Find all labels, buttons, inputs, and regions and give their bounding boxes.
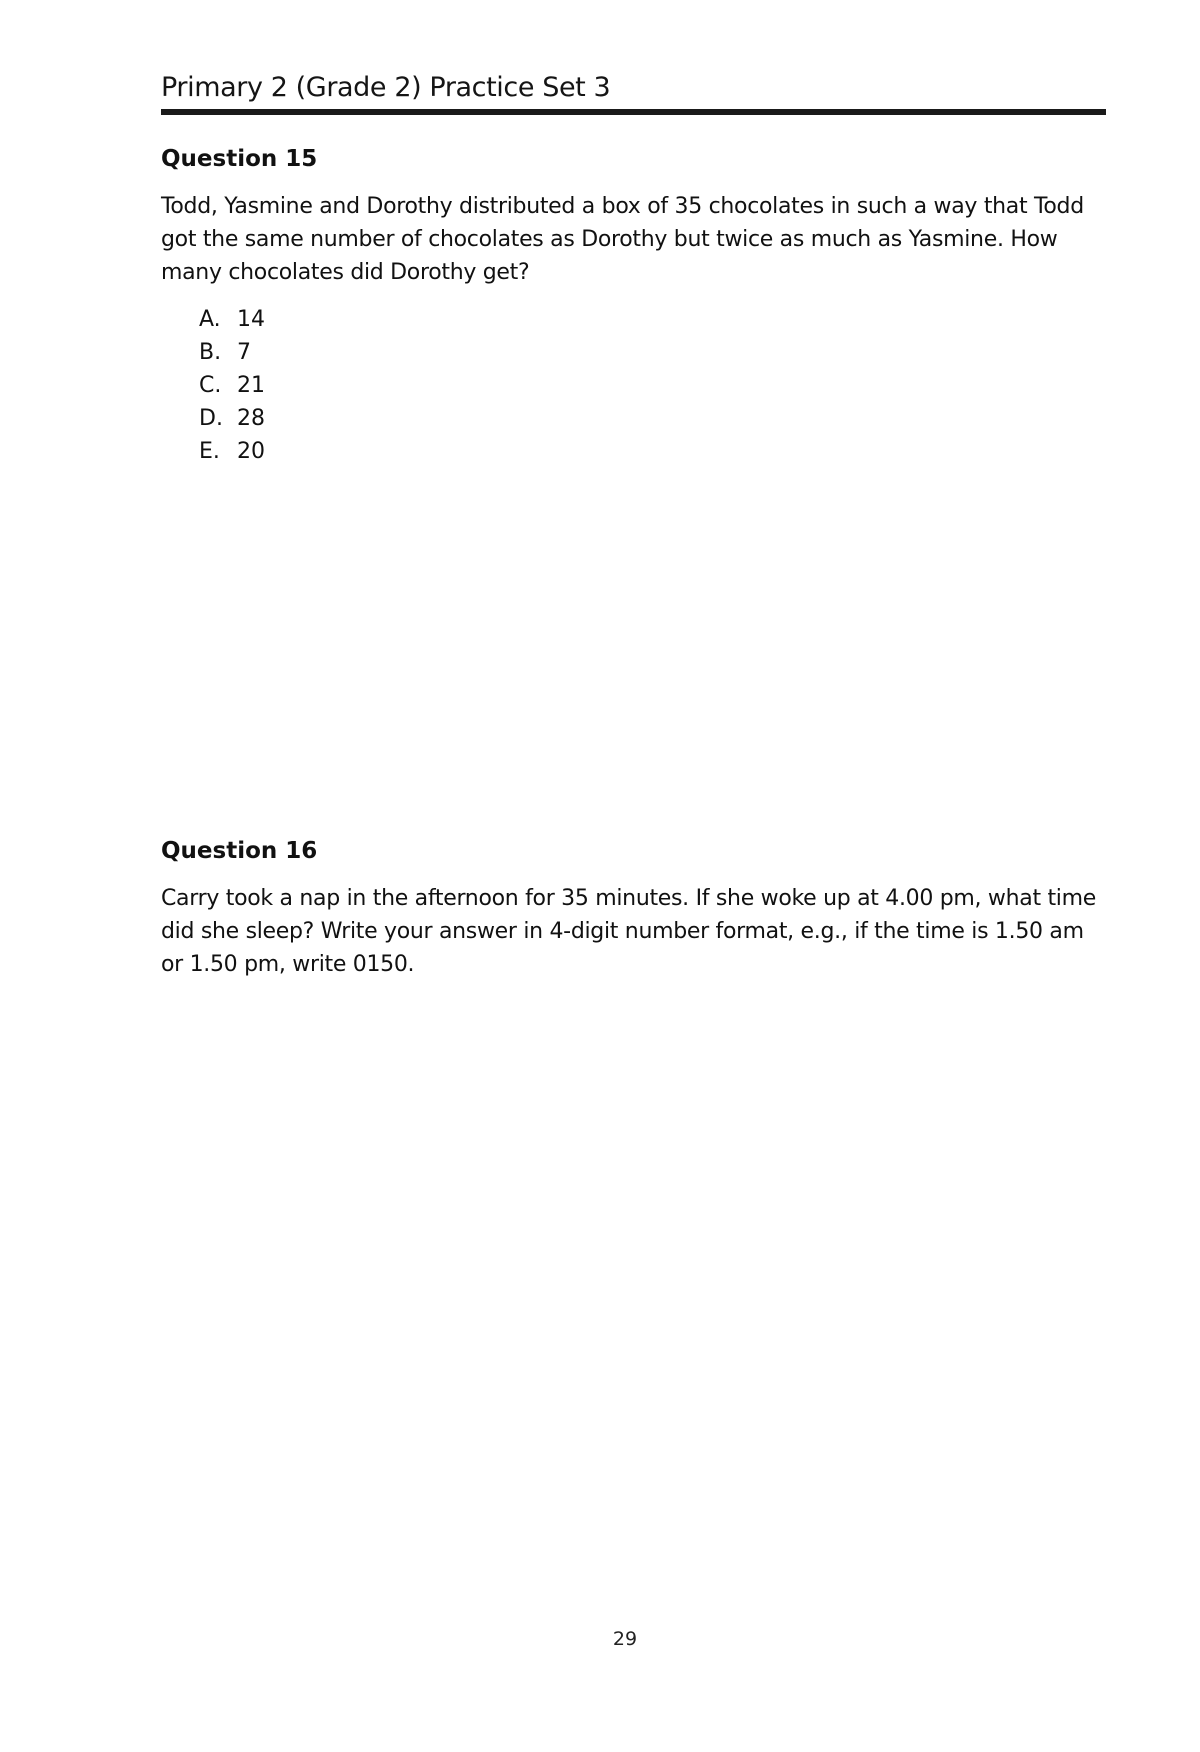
question-text: Todd, Yasmine and Dorothy distributed a box of 35 chocolates in such a way that Todd got the same number of chocolates as Dorothy but twice as much as Yasmine. How many chocolates did Dorothy get? bbox=[161, 194, 1084, 285]
header-divider bbox=[161, 109, 1106, 115]
answer-options bbox=[199, 303, 1106, 468]
option-e[interactable] bbox=[199, 435, 1106, 468]
option-letter: A. bbox=[199, 307, 221, 332]
page-number: 29 bbox=[612, 1628, 638, 1650]
option-c[interactable] bbox=[199, 369, 1106, 402]
option-value: 20 bbox=[237, 439, 265, 464]
option-value: 28 bbox=[237, 406, 265, 431]
option-value: 14 bbox=[237, 307, 265, 332]
option-letter: B. bbox=[199, 340, 222, 365]
question-heading: Question 15 bbox=[161, 146, 318, 172]
question-text: Carry took a nap in the afternoon for 35 minutes. If she woke up at 4.00 pm, what time did she sleep? Write your answer in 4-digit number format, e.g., if the time is 1.50 am or 1.50 pm, write 0150. bbox=[161, 886, 1096, 977]
option-letter: C. bbox=[199, 373, 222, 398]
question-15 bbox=[161, 144, 1106, 468]
question-heading: Question 16 bbox=[161, 838, 318, 864]
option-d[interactable] bbox=[199, 402, 1106, 435]
option-letter: D. bbox=[199, 406, 223, 431]
page-title: Primary 2 (Grade 2) Practice Set 3 bbox=[161, 72, 611, 103]
question-16 bbox=[161, 836, 1106, 981]
option-value: 21 bbox=[237, 373, 265, 398]
option-b[interactable] bbox=[199, 336, 1106, 369]
option-value: 7 bbox=[237, 340, 251, 365]
option-a[interactable] bbox=[199, 303, 1106, 336]
option-letter: E. bbox=[199, 439, 220, 464]
page-header bbox=[161, 70, 1106, 115]
